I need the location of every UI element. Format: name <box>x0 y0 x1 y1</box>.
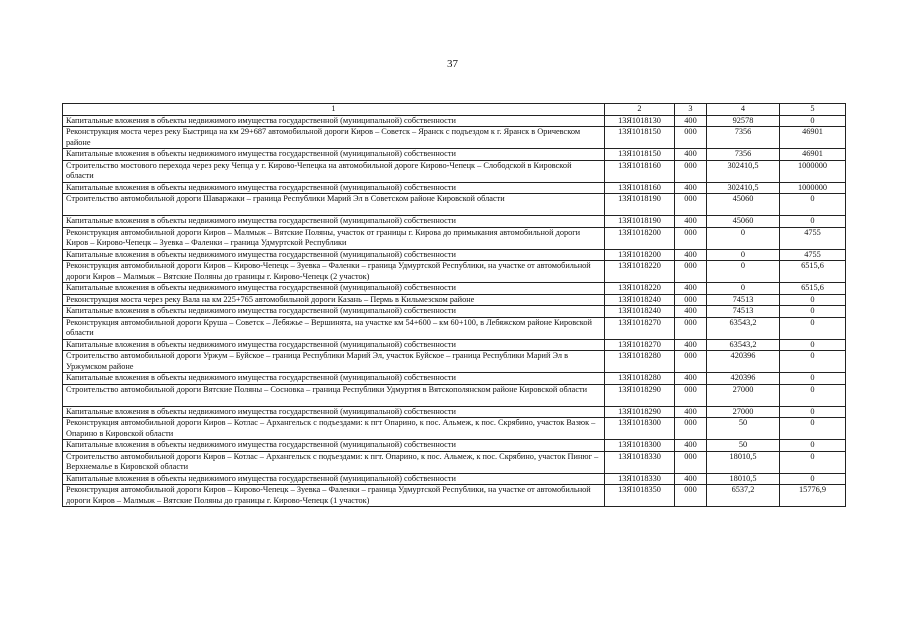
row-value-col4-cell: 0 <box>707 283 780 295</box>
row-value-col4-cell: 0 <box>707 261 780 283</box>
row-name-cell: Реконструкция моста через реку Быстрица на км 29+687 автомобильной дороги Киров – Советск – Яранск с подъездом к г. Яранск в Оричевском районе <box>63 127 605 149</box>
row-value-col4-cell: 74513 <box>707 306 780 318</box>
header-col-5: 5 <box>780 104 846 116</box>
row-type-cell: 400 <box>675 406 707 418</box>
table-body <box>63 115 846 507</box>
row-code-cell: 13Я1018270 <box>605 317 675 339</box>
table-row <box>63 406 846 418</box>
table-row <box>63 294 846 306</box>
row-code-cell: 13Я1018150 <box>605 149 675 161</box>
row-code-cell: 13Я1018240 <box>605 294 675 306</box>
row-code-cell: 13Я1018280 <box>605 351 675 373</box>
row-name-cell: Капитальные вложения в объекты недвижимого имущества государственной (муниципальной) собственности <box>63 149 605 161</box>
row-name-cell: Капитальные вложения в объекты недвижимого имущества государственной (муниципальной) собственности <box>63 473 605 485</box>
table-row <box>63 384 846 406</box>
row-value-col4-cell: 6537,2 <box>707 485 780 507</box>
row-type-cell: 000 <box>675 127 707 149</box>
table-row <box>63 373 846 385</box>
row-value-col5-cell: 4755 <box>780 227 846 249</box>
row-value-col4-cell: 420396 <box>707 373 780 385</box>
row-type-cell: 000 <box>675 451 707 473</box>
row-code-cell: 13Я1018330 <box>605 451 675 473</box>
row-code-cell: 13Я1018300 <box>605 418 675 440</box>
row-code-cell: 13Я1018150 <box>605 127 675 149</box>
row-value-col4-cell: 18010,5 <box>707 473 780 485</box>
row-value-col4-cell: 92578 <box>707 115 780 127</box>
row-value-col5-cell: 0 <box>780 306 846 318</box>
table-row <box>63 317 846 339</box>
row-type-cell: 400 <box>675 216 707 228</box>
row-name-cell: Капитальные вложения в объекты недвижимого имущества государственной (муниципальной) собственности <box>63 306 605 318</box>
row-value-col5-cell: 0 <box>780 351 846 373</box>
row-value-col4-cell: 27000 <box>707 406 780 418</box>
row-code-cell: 13Я1018190 <box>605 216 675 228</box>
row-type-cell: 000 <box>675 294 707 306</box>
row-value-col4-cell: 7356 <box>707 149 780 161</box>
row-name-cell: Реконструкция автомобильной дороги Киров – Кирово-Чепецк – Зуевка – Фаленки – граница Удмуртской Республики, на участке от автомобильной дороги Киров – Малмыж – Вятские Поляны до границы г. Кирово-Чепецк (1 участок) <box>63 485 605 507</box>
row-name-cell: Капитальные вложения в объекты недвижимого имущества государственной (муниципальной) собственности <box>63 216 605 228</box>
row-type-cell: 000 <box>675 351 707 373</box>
row-value-col5-cell: 0 <box>780 194 846 216</box>
row-value-col5-cell: 0 <box>780 294 846 306</box>
row-value-col5-cell: 6515,6 <box>780 283 846 295</box>
table-row <box>63 216 846 228</box>
row-name-cell: Капитальные вложения в объекты недвижимого имущества государственной (муниципальной) собственности <box>63 115 605 127</box>
row-type-cell: 000 <box>675 317 707 339</box>
row-name-cell: Капитальные вложения в объекты недвижимого имущества государственной (муниципальной) собственности <box>63 283 605 295</box>
row-value-col4-cell: 45060 <box>707 194 780 216</box>
table-row <box>63 283 846 295</box>
row-type-cell: 400 <box>675 373 707 385</box>
row-type-cell: 400 <box>675 306 707 318</box>
row-type-cell: 400 <box>675 283 707 295</box>
row-type-cell: 400 <box>675 182 707 194</box>
row-name-cell: Строительство автомобильной дороги Уржум – Буйское – граница Республики Марий Эл, участок Буйское – граница Республики Марий Эл в Уржумском районе <box>63 351 605 373</box>
row-value-col4-cell: 0 <box>707 227 780 249</box>
table-row <box>63 227 846 249</box>
row-code-cell: 13Я1018160 <box>605 160 675 182</box>
row-value-col4-cell: 27000 <box>707 384 780 406</box>
row-type-cell: 000 <box>675 485 707 507</box>
row-value-col5-cell: 1000000 <box>780 182 846 194</box>
row-value-col5-cell: 6515,6 <box>780 261 846 283</box>
row-code-cell: 13Я1018280 <box>605 373 675 385</box>
row-type-cell: 000 <box>675 160 707 182</box>
table-header-row <box>63 104 846 116</box>
row-type-cell: 400 <box>675 149 707 161</box>
row-value-col5-cell: 46901 <box>780 149 846 161</box>
table-row <box>63 306 846 318</box>
row-value-col5-cell: 0 <box>780 473 846 485</box>
row-type-cell: 400 <box>675 440 707 452</box>
row-code-cell: 13Я1018190 <box>605 194 675 216</box>
row-type-cell: 400 <box>675 473 707 485</box>
row-code-cell: 13Я1018130 <box>605 115 675 127</box>
row-value-col4-cell: 0 <box>707 249 780 261</box>
row-code-cell: 13Я1018290 <box>605 406 675 418</box>
table-row <box>63 339 846 351</box>
table-row <box>63 440 846 452</box>
table-row <box>63 194 846 216</box>
row-code-cell: 13Я1018350 <box>605 485 675 507</box>
row-type-cell: 000 <box>675 227 707 249</box>
row-value-col5-cell: 15776,9 <box>780 485 846 507</box>
row-name-cell: Реконструкция автомобильной дороги Киров – Малмыж – Вятские Поляны, участок от границы г. Кирова до примыкания автомобильной дороги Киров – Кирово-Чепецк – Зуевка – Фаленки – граница Удмуртской Республики <box>63 227 605 249</box>
table-row <box>63 160 846 182</box>
header-col-1: 1 <box>63 104 605 116</box>
row-value-col5-cell: 0 <box>780 384 846 406</box>
row-type-cell: 000 <box>675 418 707 440</box>
header-col-4: 4 <box>707 104 780 116</box>
row-value-col4-cell: 18010,5 <box>707 451 780 473</box>
row-name-cell: Строительство мостового перехода через реку Чепца у г. Кирово-Чепецка на автомобильной дороге Кирово-Чепецк – Слободской в Кировской области <box>63 160 605 182</box>
row-value-col5-cell: 46901 <box>780 127 846 149</box>
table-row <box>63 249 846 261</box>
table-row <box>63 351 846 373</box>
row-code-cell: 13Я1018300 <box>605 440 675 452</box>
table-row <box>63 473 846 485</box>
table-row <box>63 485 846 507</box>
row-name-cell: Реконструкция моста через реку Вала на км 225+765 автомобильной дороги Казань – Пермь в Кильмезском районе <box>63 294 605 306</box>
table-row <box>63 127 846 149</box>
row-name-cell: Капитальные вложения в объекты недвижимого имущества государственной (муниципальной) собственности <box>63 440 605 452</box>
row-type-cell: 400 <box>675 249 707 261</box>
row-value-col4-cell: 45060 <box>707 216 780 228</box>
row-name-cell: Строительство автомобильной дороги Вятские Поляны – Сосновка – граница Республики Удмуртия в Вятскополянском районе Кировской области <box>63 384 605 406</box>
row-value-col4-cell: 302410,5 <box>707 160 780 182</box>
row-name-cell: Капитальные вложения в объекты недвижимого имущества государственной (муниципальной) собственности <box>63 373 605 385</box>
row-value-col4-cell: 63543,2 <box>707 317 780 339</box>
row-code-cell: 13Я1018200 <box>605 227 675 249</box>
row-value-col5-cell: 0 <box>780 406 846 418</box>
row-value-col5-cell: 0 <box>780 339 846 351</box>
row-type-cell: 000 <box>675 194 707 216</box>
row-code-cell: 13Я1018290 <box>605 384 675 406</box>
row-value-col5-cell: 0 <box>780 440 846 452</box>
table-row <box>63 451 846 473</box>
row-name-cell: Капитальные вложения в объекты недвижимого имущества государственной (муниципальной) собственности <box>63 406 605 418</box>
row-name-cell: Реконструкция автомобильной дороги Круша – Советск – Лебяжье – Вершинята, на участке км 54+600 – км 60+100, в Лебяжском районе Кировской области <box>63 317 605 339</box>
header-col-3: 3 <box>675 104 707 116</box>
row-name-cell: Реконструкция автомобильной дороги Киров – Кирово-Чепецк – Зуевка – Фаленки – граница Удмуртской Республики, на участке от автомобильной дороги Киров – Малмыж – Вятские Поляны до границы г. Кирово-Чепецк (2 участок) <box>63 261 605 283</box>
row-type-cell: 000 <box>675 384 707 406</box>
row-type-cell: 400 <box>675 339 707 351</box>
row-value-col5-cell: 0 <box>780 418 846 440</box>
row-value-col4-cell: 420396 <box>707 351 780 373</box>
row-value-col4-cell: 7356 <box>707 127 780 149</box>
table-row <box>63 261 846 283</box>
row-type-cell: 400 <box>675 115 707 127</box>
row-code-cell: 13Я1018160 <box>605 182 675 194</box>
row-code-cell: 13Я1018240 <box>605 306 675 318</box>
row-value-col4-cell: 302410,5 <box>707 182 780 194</box>
row-value-col5-cell: 0 <box>780 451 846 473</box>
row-name-cell: Капитальные вложения в объекты недвижимого имущества государственной (муниципальной) собственности <box>63 182 605 194</box>
row-value-col5-cell: 0 <box>780 373 846 385</box>
row-code-cell: 13Я1018330 <box>605 473 675 485</box>
row-name-cell: Реконструкция автомобильной дороги Киров – Котлас – Архангельск с подъездами: к пгт Опарино, к пос. Альмеж, к пос. Скрябино, участок Вазюк – Опарино в Кировской области <box>63 418 605 440</box>
row-value-col5-cell: 4755 <box>780 249 846 261</box>
table-row <box>63 418 846 440</box>
row-value-col4-cell: 50 <box>707 418 780 440</box>
row-value-col5-cell: 0 <box>780 115 846 127</box>
row-code-cell: 13Я1018200 <box>605 249 675 261</box>
row-value-col5-cell: 1000000 <box>780 160 846 182</box>
header-col-2: 2 <box>605 104 675 116</box>
row-name-cell: Капитальные вложения в объекты недвижимого имущества государственной (муниципальной) собственности <box>63 249 605 261</box>
row-name-cell: Капитальные вложения в объекты недвижимого имущества государственной (муниципальной) собственности <box>63 339 605 351</box>
page-number: 37 <box>447 58 458 70</box>
row-value-col4-cell: 74513 <box>707 294 780 306</box>
budget-table <box>62 103 846 507</box>
row-type-cell: 000 <box>675 261 707 283</box>
row-value-col4-cell: 50 <box>707 440 780 452</box>
row-value-col4-cell: 63543,2 <box>707 339 780 351</box>
row-value-col5-cell: 0 <box>780 317 846 339</box>
row-value-col5-cell: 0 <box>780 216 846 228</box>
row-name-cell: Строительство автомобильной дороги Киров – Котлас – Архангельск с подъездами: к пгт. Опарино, к пос. Альмеж, к пос. Скрябино, участок Пинюг – Верхнемалье в Кировской области <box>63 451 605 473</box>
row-code-cell: 13Я1018270 <box>605 339 675 351</box>
row-name-cell: Строительство автомобильной дороги Шаваржаки – граница Республики Марий Эл в Советском районе Кировской области <box>63 194 605 216</box>
table-row <box>63 149 846 161</box>
row-code-cell: 13Я1018220 <box>605 283 675 295</box>
table-row <box>63 182 846 194</box>
table-row <box>63 115 846 127</box>
row-code-cell: 13Я1018220 <box>605 261 675 283</box>
